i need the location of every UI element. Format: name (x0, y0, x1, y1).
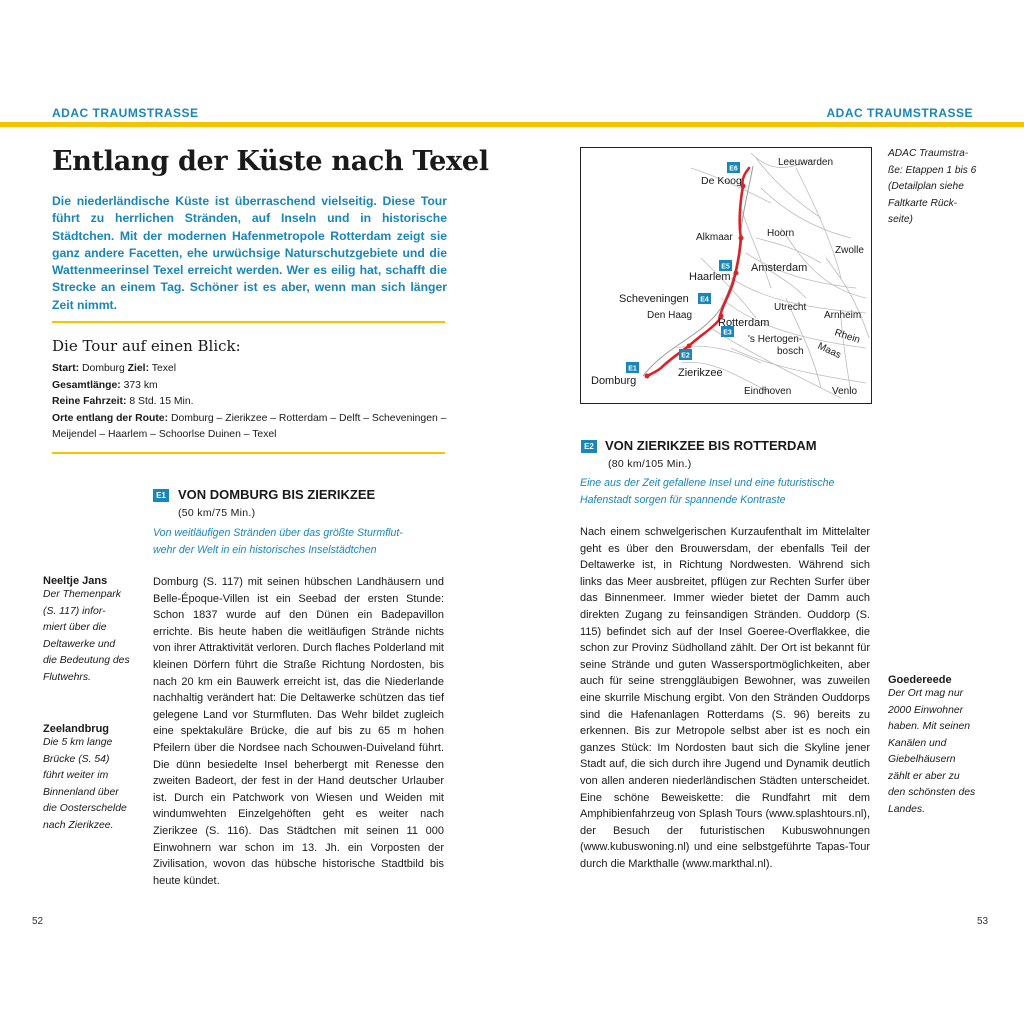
glance-top-rule (52, 321, 445, 323)
stage2-badge: E2 (581, 440, 597, 453)
map-label: Venlo (832, 386, 858, 397)
length-label: Gesamtlänge: (52, 379, 121, 391)
stage1-badge: E1 (153, 489, 169, 502)
towns-label: Orte entlang der Route: (52, 412, 169, 424)
start-value: Domburg (82, 363, 125, 374)
sidebar-note-line: Kanälen und (888, 737, 947, 749)
sidebar-note-line: die Oosterschelde (43, 803, 127, 814)
sidebar-note-line: Giebelhäusern (888, 754, 956, 765)
stage1-subtitle-line1: Von weitläufigen Stränden über das größte Sturmflut- (153, 527, 403, 539)
map-label: Domburg (591, 375, 637, 387)
map-label: bosch (777, 346, 804, 357)
glance-facts (52, 361, 447, 444)
sidebar-note-title: Goedereede (888, 674, 952, 686)
map-badge-text: E2 (681, 352, 690, 360)
time-label: Reine Fahrzeit: (52, 396, 127, 407)
map-labels (591, 157, 864, 397)
header-rule (0, 122, 1024, 127)
glance-title: Die Tour auf einen Blick: (52, 337, 241, 355)
sidebar-note-title: Neeltje Jans (43, 575, 108, 587)
running-head-right: ADAC TRAUMSTRASSE (826, 106, 973, 120)
map-label: Zierikzee (678, 367, 723, 379)
sidebar-note-line: Der Themenpark (43, 589, 121, 600)
sidebar-note-line: Flutwehrs. (43, 671, 91, 683)
map-caption-line: seite) (888, 214, 913, 225)
stage2-subtitle-line2: Hafenstadt sorgen für spannende Kontraste (580, 493, 786, 506)
map-caption (888, 146, 998, 229)
stage2-subtitle-line1: Eine aus der Zeit gefallene Insel und eine futuristische (580, 477, 835, 489)
page-number-right: 53 (977, 916, 989, 927)
map-label: Rhein (833, 327, 862, 346)
map-label: Den Haag (647, 310, 693, 321)
map-caption-line: (Detailplan siehe (888, 181, 964, 192)
sidebar-note-line: Die 5 km lange (43, 737, 113, 748)
ziel-label: Ziel: (127, 363, 150, 374)
length-value: 373 km (123, 379, 158, 391)
sidebar-note-line: den schönsten des (888, 787, 976, 798)
map-label: Alkmaar (696, 232, 733, 243)
sidebar-note-neeltje-jans (43, 575, 143, 686)
running-head-left: ADAC TRAUMSTRASSE (52, 106, 199, 120)
sidebar-note-line: Der Ort mag nur (888, 688, 964, 699)
sidebar-note-title: Zeelandbrug (43, 723, 110, 735)
sidebar-note-line: Brücke (S. 54) (43, 753, 110, 765)
map-caption-line: Faltkarte Rück- (888, 197, 958, 209)
map-label: Zwolle (835, 245, 864, 256)
route-map (580, 147, 872, 404)
map-label: Utrecht (774, 302, 807, 313)
sidebar-note-line: Landes. (888, 803, 925, 815)
map-label: Arnheim (824, 310, 862, 321)
map-label: Amsterdam (751, 262, 808, 274)
time-value: 8 Std. 15 Min. (129, 396, 194, 407)
towns-value: Domburg – Zierikzee – Rotterdam – Delft – Scheveningen – Meijendel – Haarlem – Schoorlse Duinen – Texel (52, 412, 447, 440)
sidebar-note-line: Deltawerke und (43, 638, 116, 650)
sidebar-note-line: 2000 Einwohner (888, 704, 964, 716)
sidebar-note-line: (S. 117) infor- (43, 605, 106, 617)
stage1-distance: (50 km/75 Min.) (178, 507, 256, 519)
sidebar-note-line: führt weiter im (43, 770, 109, 781)
stage2-subtitle (580, 475, 880, 508)
map-label: Rotterdam (718, 317, 770, 329)
sidebar-note-line: haben. Mit seinen (888, 721, 971, 732)
sidebar-note-line: die Bedeutung des (43, 655, 130, 666)
map-label: Scheveningen (619, 293, 689, 305)
sidebar-note-line: miert über die (43, 622, 107, 633)
map-label: Hoorn (767, 228, 795, 239)
map-caption-line: ße: Etappen 1 bis 6 (888, 164, 977, 176)
stage1-body: Domburg (S. 117) mit seinen hübschen Landhäusern und Belle-Époque-Villen ist ein Seebad der ersten Stunde: Schon 1837 wurde auf den Dünen ein Badepavillon errichte. Bis heute haben die weitläufigen Strände nichts von ihrer Attraktivität verloren. Durch flaches Polderland mit kleinen Dörfern führt die Straße Richtung Nordosten, bis nach 20 km ein Bauwerk erreicht ist, das die Niederlande nachhaltig verändert hat: Die Deltawerke schützen das tief gelegene Land vor Sturmfluten. Das Wehr bildet zugleich eine spektakuläre Brücke, die auf bis zu 65 m hohen Pfeilern über die Nordsee nach Schouwen-Duiveland führt. Die dünn besiedelte Insel beherbergt mit Renesse den zweiten Badeort, der fest in der Hand deutscher Urlauber ist. Durch ein Patchwork von Wiesen und Weiden mit windumwehten Einzelgehöften geht es weiter nach Zierikzee (S. 116). Das Städtchen mit seinen 11 000 Einwohnern war schon im 13. Jh. ein Vorposten der Zivilisation, wovon das hübsche historische Stadtbild bis heute kündet. (153, 576, 444, 887)
lead-paragraph: Die niederländische Küste ist überraschend vielseitig. Diese Tour führt zu herrlichen Stränden, auf Inseln und in historische Städtchen. Mit der modernen Hafenmetropole Rotterdam zeigt sie ganz andere Facetten, ehe urwüchsige Naturschutzgebiete und die Wattenmeerinsel Texel erreicht werden. Wer es eilig hat, schafft die Strecke an einem Tag. Schöner ist es aber, wenn man sich länger Zeit nimmt. (52, 194, 447, 312)
map-badge-text: E4 (700, 296, 709, 304)
start-label: Start: (52, 363, 80, 374)
sidebar-note-goedereede (888, 674, 998, 818)
map-label: De Koog (701, 175, 742, 187)
stage2-distance: (80 km/105 Min.) (608, 458, 692, 470)
route-map-svg (581, 148, 871, 403)
map-badge-text: E5 (721, 263, 730, 271)
stage1-title: VON DOMBURG BIS ZIERIKZEE (178, 487, 376, 502)
page-number-left: 52 (32, 916, 44, 927)
map-caption-line: ADAC Traumstra- (888, 148, 969, 159)
stage1-subtitle (153, 525, 453, 558)
map-label: Leeuwarden (778, 157, 834, 168)
stage2-body: Nach einem schwelgerischen Kurzaufenthalt im Mittelalter geht es über den Brouwersdam, der ebenfalls Teil der Deltawerke ist, in Richtung Nordwesten. Während sich links das Meer ausbreitet, pflügen zur Rechten Surfer über das Binnenmeer. Immer wieder bietet der Damm auch direkten Zugang zu feinsandigen Stränden. Ouddorp (S. 115) befindet sich auf der Insel Goeree-Overflakkee, die schon zur Provinz Südholland zählt. Der Ort ist bekannt für seine Strände und guten Wassersportmöglichkeiten, aber auch für seine strenggläubigen Bewohner, was zuweilen eine skurrile Mischung ergibt. Von den Stränden Ouddorps sind die Hafenanlagen Rotterdams (S. 96) bereits zu erkennen. Bis zur Metropole selbst aber ist es noch ein ganzes Stück: Im Nordosten baut sich die Skyline jener Stadt auf, die sich durch ihre Jugend und Dynamik deutlich von allen anderen niederländischen Städten unterscheidet. Eine schöne Beweiskette: die Rundfahrt mit dem Amphibienfahrzeug von Splash Tours (www.splashtours.nl), der Besuch der futuristischen Kubuswohnungen (www.kubuswoning.nl) und eine selbstgeführte Tapas-Tour durch die Markthalle (www.markthal.nl). (580, 526, 870, 870)
map-badge-text: E6 (729, 165, 738, 173)
sidebar-note-line: zählt er aber zu (888, 770, 960, 782)
map-label: 's Hertogen- (748, 334, 803, 345)
map-label: Maas (815, 340, 843, 362)
map-label: Eindhoven (744, 386, 792, 397)
sidebar-note-zeelandbrug (43, 723, 143, 834)
sidebar-note-line: nach Zierikzee. (43, 819, 114, 831)
ziel-value: Texel (151, 363, 177, 374)
map-label: Haarlem (689, 271, 731, 283)
map-badge-text: E3 (723, 329, 732, 337)
stage2-title: VON ZIERIKZEE BIS ROTTERDAM (605, 438, 817, 453)
map-badge-text: E1 (628, 365, 637, 373)
sidebar-note-line: Binnenland über (43, 786, 119, 798)
stage1-subtitle-line2: wehr der Welt in ein historisches Inselstädtchen (153, 543, 377, 556)
glance-bottom-rule (52, 452, 445, 454)
page-title: Entlang der Küste nach Texel (52, 146, 489, 177)
